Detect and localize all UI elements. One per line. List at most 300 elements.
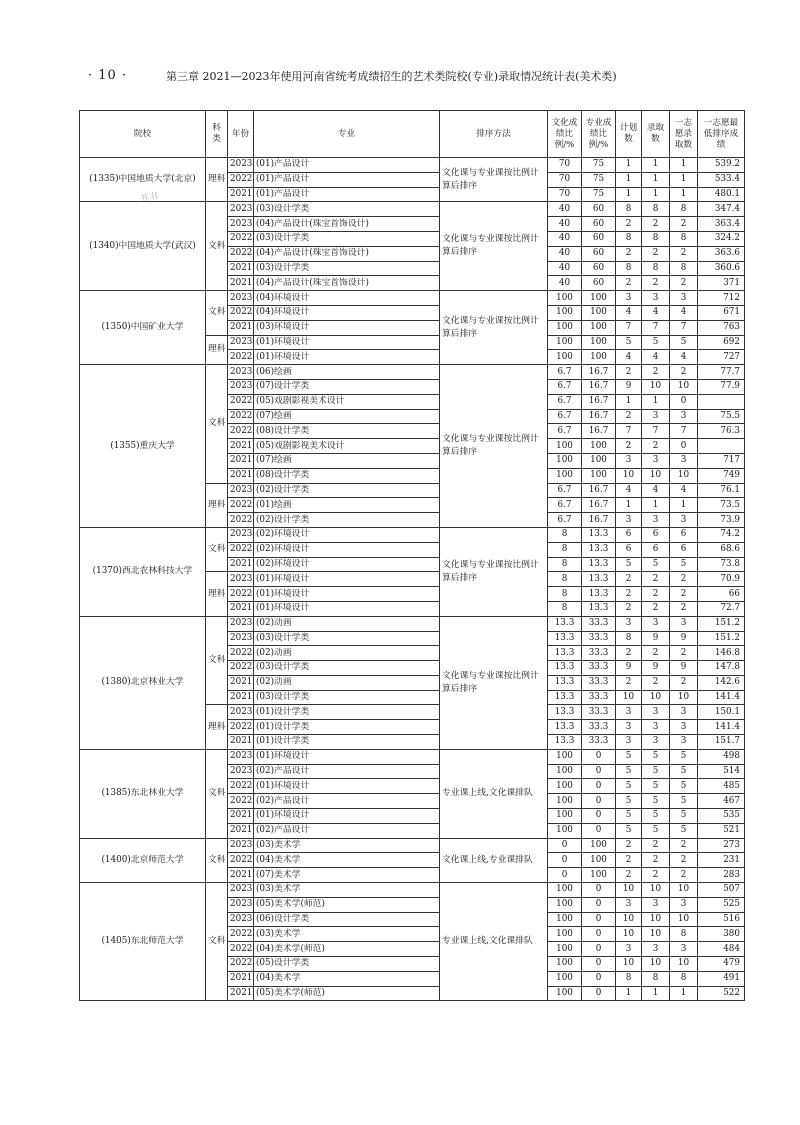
min-rank-score: 273 — [698, 838, 745, 853]
min-rank-score: 485 — [698, 779, 745, 794]
culture-ratio: 0 — [548, 853, 582, 868]
admitted-count: 4 — [642, 305, 670, 320]
plan-count: 1 — [616, 172, 642, 187]
col-track: 科类 — [206, 111, 228, 158]
year: 2023 — [228, 764, 254, 779]
track: 理科 — [206, 572, 228, 616]
first-choice-count: 5 — [670, 779, 698, 794]
plan-count: 2 — [616, 439, 642, 454]
track: 理科 — [206, 335, 228, 365]
major: (02)产品设计 — [254, 794, 440, 809]
plan-count: 3 — [616, 705, 642, 720]
chapter-title: 第三章 2021—2023年使用河南省统考成绩招生的艺术类院校(专业)录取情况统计表(美术类) — [166, 70, 617, 83]
min-rank-score: 749 — [698, 468, 745, 483]
sort-method: 文化课与专业课按比例计算后排序 — [440, 158, 548, 202]
pro-ratio: 60 — [582, 231, 616, 246]
major: (03)美术学 — [254, 883, 440, 898]
admitted-count: 1 — [642, 986, 670, 1001]
major: (04)美术学 — [254, 853, 440, 868]
year: 2023 — [228, 883, 254, 898]
admitted-count: 3 — [642, 453, 670, 468]
major: (01)产品设计 — [254, 158, 440, 173]
admitted-count: 1 — [642, 187, 670, 202]
year: 2022 — [228, 409, 254, 424]
pro-ratio: 33.3 — [582, 616, 616, 631]
min-rank-score: 283 — [698, 868, 745, 883]
min-rank-score: 516 — [698, 912, 745, 927]
plan-count: 2 — [616, 601, 642, 616]
admitted-count: 8 — [642, 202, 670, 217]
plan-count: 10 — [616, 468, 642, 483]
plan-count: 10 — [616, 927, 642, 942]
table-row — [80, 158, 745, 173]
year: 2023 — [228, 631, 254, 646]
first-choice-count: 6 — [670, 542, 698, 557]
year: 2021 — [228, 601, 254, 616]
culture-ratio: 100 — [548, 749, 582, 764]
pro-ratio: 33.3 — [582, 646, 616, 661]
culture-ratio: 40 — [548, 202, 582, 217]
culture-ratio: 100 — [548, 291, 582, 306]
admitted-count: 3 — [642, 616, 670, 631]
plan-count: 2 — [616, 675, 642, 690]
first-choice-count: 1 — [670, 172, 698, 187]
major: (03)环境设计 — [254, 320, 440, 335]
table-row — [80, 291, 745, 306]
min-rank-score: 146.8 — [698, 646, 745, 661]
track: 文科 — [206, 527, 228, 571]
school-name: (1370)西北农林科技大学 — [80, 527, 206, 616]
plan-count: 5 — [616, 823, 642, 838]
min-rank-score: 150.1 — [698, 705, 745, 720]
plan-count: 9 — [616, 379, 642, 394]
major: (02)动画 — [254, 616, 440, 631]
admitted-count: 2 — [642, 572, 670, 587]
culture-ratio: 100 — [548, 439, 582, 454]
first-choice-count: 3 — [670, 453, 698, 468]
admitted-count: 2 — [642, 439, 670, 454]
pro-ratio: 0 — [582, 912, 616, 927]
admitted-count: 2 — [642, 587, 670, 602]
culture-ratio: 100 — [548, 912, 582, 927]
year: 2022 — [228, 720, 254, 735]
admitted-count: 4 — [642, 483, 670, 498]
track: 文科 — [206, 365, 228, 483]
plan-count: 6 — [616, 527, 642, 542]
culture-ratio: 0 — [548, 868, 582, 883]
min-rank-score: 141.4 — [698, 690, 745, 705]
year: 2022 — [228, 646, 254, 661]
plan-count: 3 — [616, 720, 642, 735]
pro-ratio: 0 — [582, 823, 616, 838]
sort-method: 文化课上线,专业课排队 — [440, 838, 548, 882]
pro-ratio: 16.7 — [582, 513, 616, 528]
plan-count: 8 — [616, 631, 642, 646]
plan-count: 2 — [616, 587, 642, 602]
culture-ratio: 70 — [548, 187, 582, 202]
culture-ratio: 13.3 — [548, 705, 582, 720]
pro-ratio: 16.7 — [582, 424, 616, 439]
admitted-count: 3 — [642, 942, 670, 957]
culture-ratio: 100 — [548, 350, 582, 365]
major: (01)环境设计 — [254, 572, 440, 587]
first-choice-count: 10 — [670, 690, 698, 705]
year: 2021 — [228, 868, 254, 883]
culture-ratio: 8 — [548, 572, 582, 587]
plan-count: 1 — [616, 986, 642, 1001]
major: (04)产品设计(珠宝首饰设计) — [254, 246, 440, 261]
major: (01)环境设计 — [254, 335, 440, 350]
first-choice-count: 8 — [670, 971, 698, 986]
track: 理科 — [206, 483, 228, 527]
plan-count: 8 — [616, 261, 642, 276]
culture-ratio: 100 — [548, 453, 582, 468]
track: 文科 — [206, 616, 228, 705]
year: 2023 — [228, 572, 254, 587]
admitted-count: 9 — [642, 631, 670, 646]
first-choice-count: 5 — [670, 557, 698, 572]
admitted-count: 3 — [642, 735, 670, 750]
year: 2022 — [228, 587, 254, 602]
plan-count: 7 — [616, 424, 642, 439]
min-rank-score — [698, 439, 745, 454]
admitted-count: 7 — [642, 424, 670, 439]
min-rank-score: 727 — [698, 350, 745, 365]
year: 2022 — [228, 231, 254, 246]
plan-count: 6 — [616, 542, 642, 557]
major: (04)产品设计(珠宝首饰设计) — [254, 276, 440, 291]
min-rank-score: 533.4 — [698, 172, 745, 187]
first-choice-count: 3 — [670, 409, 698, 424]
admitted-count: 7 — [642, 320, 670, 335]
page-number: · 10 · — [88, 68, 128, 83]
sort-method: 文化课与专业课按比例计算后排序 — [440, 365, 548, 528]
major: (07)绘画 — [254, 453, 440, 468]
plan-count: 5 — [616, 557, 642, 572]
first-choice-count: 2 — [670, 246, 698, 261]
year: 2023 — [228, 291, 254, 306]
culture-ratio: 0 — [548, 838, 582, 853]
pro-ratio: 16.7 — [582, 365, 616, 380]
page-header — [88, 66, 748, 88]
min-rank-score: 522 — [698, 986, 745, 1001]
first-choice-count: 5 — [670, 764, 698, 779]
first-choice-count: 0 — [670, 394, 698, 409]
admitted-count: 4 — [642, 350, 670, 365]
first-choice-count: 2 — [670, 217, 698, 232]
plan-count: 8 — [616, 202, 642, 217]
min-rank-score: 380 — [698, 927, 745, 942]
culture-ratio: 40 — [548, 261, 582, 276]
first-choice-count: 5 — [670, 335, 698, 350]
culture-ratio: 100 — [548, 942, 582, 957]
year: 2023 — [228, 897, 254, 912]
min-rank-score: 141.4 — [698, 720, 745, 735]
min-rank-score: 72.7 — [698, 601, 745, 616]
plan-count: 5 — [616, 779, 642, 794]
culture-ratio: 100 — [548, 986, 582, 1001]
year: 2022 — [228, 794, 254, 809]
admitted-count: 10 — [642, 690, 670, 705]
school-name: (1400)北京师范大学 — [80, 838, 206, 882]
table-row — [80, 616, 745, 631]
culture-ratio: 6.7 — [548, 483, 582, 498]
culture-ratio: 100 — [548, 809, 582, 824]
culture-ratio: 100 — [548, 823, 582, 838]
admitted-count: 10 — [642, 468, 670, 483]
major: (03)设计学类 — [254, 690, 440, 705]
min-rank-score: 717 — [698, 453, 745, 468]
first-choice-count: 2 — [670, 675, 698, 690]
plan-count: 5 — [616, 764, 642, 779]
year: 2022 — [228, 498, 254, 513]
pro-ratio: 0 — [582, 897, 616, 912]
culture-ratio: 8 — [548, 542, 582, 557]
col-school: 院校 — [80, 111, 206, 158]
pro-ratio: 0 — [582, 986, 616, 1001]
watermark: 井书 — [139, 191, 159, 205]
plan-count: 3 — [616, 897, 642, 912]
admitted-count: 6 — [642, 527, 670, 542]
table-row — [80, 749, 745, 764]
admitted-count: 1 — [642, 394, 670, 409]
track: 理科 — [206, 158, 228, 202]
year: 2022 — [228, 779, 254, 794]
culture-ratio: 13.3 — [548, 631, 582, 646]
year: 2023 — [228, 705, 254, 720]
year: 2021 — [228, 453, 254, 468]
admitted-count: 3 — [642, 291, 670, 306]
culture-ratio: 13.3 — [548, 735, 582, 750]
plan-count: 2 — [616, 276, 642, 291]
admitted-count: 2 — [642, 276, 670, 291]
first-choice-count: 4 — [670, 305, 698, 320]
culture-ratio: 100 — [548, 883, 582, 898]
year: 2021 — [228, 276, 254, 291]
major: (01)产品设计 — [254, 172, 440, 187]
admitted-count: 3 — [642, 705, 670, 720]
pro-ratio: 33.3 — [582, 705, 616, 720]
min-rank-score: 521 — [698, 823, 745, 838]
header-row — [80, 111, 745, 158]
pro-ratio: 33.3 — [582, 675, 616, 690]
culture-ratio: 70 — [548, 158, 582, 173]
pro-ratio: 33.3 — [582, 735, 616, 750]
first-choice-count: 10 — [670, 379, 698, 394]
admitted-count: 5 — [642, 809, 670, 824]
table-row — [80, 883, 745, 898]
year: 2023 — [228, 838, 254, 853]
first-choice-count: 3 — [670, 513, 698, 528]
min-rank-score: 491 — [698, 971, 745, 986]
major: (01)绘画 — [254, 498, 440, 513]
year: 2022 — [228, 350, 254, 365]
first-choice-count: 3 — [670, 291, 698, 306]
min-rank-score: 479 — [698, 957, 745, 972]
col-admitted: 录取数 — [642, 111, 670, 158]
major: (05)美术学(师范) — [254, 986, 440, 1001]
admitted-count: 2 — [642, 853, 670, 868]
culture-ratio: 8 — [548, 587, 582, 602]
col-first-choice: 一志愿录取数 — [670, 111, 698, 158]
year: 2023 — [228, 217, 254, 232]
pro-ratio: 100 — [582, 468, 616, 483]
plan-count: 5 — [616, 749, 642, 764]
major: (01)设计学类 — [254, 735, 440, 750]
first-choice-count: 1 — [670, 187, 698, 202]
first-choice-count: 4 — [670, 350, 698, 365]
admitted-count: 2 — [642, 675, 670, 690]
plan-count: 7 — [616, 320, 642, 335]
plan-count: 10 — [616, 883, 642, 898]
major: (02)环境设计 — [254, 542, 440, 557]
major: (05)美术学(师范) — [254, 897, 440, 912]
plan-count: 10 — [616, 912, 642, 927]
pro-ratio: 75 — [582, 187, 616, 202]
first-choice-count: 5 — [670, 749, 698, 764]
admitted-count: 2 — [642, 365, 670, 380]
admitted-count: 8 — [642, 971, 670, 986]
admitted-count: 1 — [642, 172, 670, 187]
year: 2023 — [228, 483, 254, 498]
pro-ratio: 33.3 — [582, 690, 616, 705]
min-rank-score: 142.6 — [698, 675, 745, 690]
track: 文科 — [206, 838, 228, 882]
plan-count: 5 — [616, 335, 642, 350]
pro-ratio: 60 — [582, 261, 616, 276]
major: (07)绘画 — [254, 409, 440, 424]
first-choice-count: 8 — [670, 261, 698, 276]
year: 2023 — [228, 158, 254, 173]
culture-ratio: 6.7 — [548, 365, 582, 380]
plan-count: 3 — [616, 453, 642, 468]
col-culture-ratio: 文化成绩比例/% — [548, 111, 582, 158]
culture-ratio: 13.3 — [548, 690, 582, 705]
admitted-count: 3 — [642, 513, 670, 528]
first-choice-count: 1 — [670, 986, 698, 1001]
min-rank-score: 535 — [698, 809, 745, 824]
major: (07)美术学 — [254, 868, 440, 883]
pro-ratio: 100 — [582, 453, 616, 468]
first-choice-count: 2 — [670, 276, 698, 291]
school-name: (1385)东北林业大学 — [80, 749, 206, 838]
plan-count: 2 — [616, 853, 642, 868]
first-choice-count: 2 — [670, 853, 698, 868]
admitted-count: 10 — [642, 912, 670, 927]
first-choice-count: 9 — [670, 661, 698, 676]
plan-count: 3 — [616, 616, 642, 631]
first-choice-count: 2 — [670, 868, 698, 883]
culture-ratio: 13.3 — [548, 661, 582, 676]
culture-ratio: 100 — [548, 971, 582, 986]
plan-count: 5 — [616, 809, 642, 824]
first-choice-count: 3 — [670, 942, 698, 957]
pro-ratio: 60 — [582, 217, 616, 232]
pro-ratio: 16.7 — [582, 409, 616, 424]
year: 2023 — [228, 616, 254, 631]
culture-ratio: 8 — [548, 527, 582, 542]
min-rank-score: 539.2 — [698, 158, 745, 173]
culture-ratio: 6.7 — [548, 498, 582, 513]
major: (03)美术学 — [254, 927, 440, 942]
year: 2023 — [228, 365, 254, 380]
first-choice-count: 2 — [670, 572, 698, 587]
major: (02)环境设计 — [254, 557, 440, 572]
major: (06)绘画 — [254, 365, 440, 380]
min-rank-score: 360.6 — [698, 261, 745, 276]
pro-ratio: 0 — [582, 971, 616, 986]
pro-ratio: 33.3 — [582, 661, 616, 676]
min-rank-score: 147.8 — [698, 661, 745, 676]
major: (05)戏剧影视美术设计 — [254, 394, 440, 409]
first-choice-count: 0 — [670, 439, 698, 454]
table-row — [80, 838, 745, 853]
min-rank-score: 347.4 — [698, 202, 745, 217]
first-choice-count: 7 — [670, 424, 698, 439]
school-name: (1380)北京林业大学 — [80, 616, 206, 749]
pro-ratio: 60 — [582, 246, 616, 261]
pro-ratio: 75 — [582, 172, 616, 187]
table-body — [80, 158, 745, 1001]
year: 2022 — [228, 661, 254, 676]
plan-count: 2 — [616, 838, 642, 853]
min-rank-score: 73.9 — [698, 513, 745, 528]
year: 2023 — [228, 335, 254, 350]
school-name: (1340)中国地质大学(武汉) — [80, 202, 206, 291]
sort-method: 专业课上线,文化课排队 — [440, 749, 548, 838]
pro-ratio: 60 — [582, 276, 616, 291]
col-pro-ratio: 专业成绩比例/% — [582, 111, 616, 158]
culture-ratio: 6.7 — [548, 513, 582, 528]
plan-count: 2 — [616, 868, 642, 883]
plan-count: 8 — [616, 971, 642, 986]
year: 2022 — [228, 957, 254, 972]
year: 2021 — [228, 320, 254, 335]
plan-count: 10 — [616, 957, 642, 972]
major: (06)设计学类 — [254, 912, 440, 927]
plan-count: 8 — [616, 231, 642, 246]
admitted-count: 9 — [642, 661, 670, 676]
min-rank-score: 151.2 — [698, 616, 745, 631]
year: 2022 — [228, 246, 254, 261]
major: (01)设计学类 — [254, 720, 440, 735]
year: 2021 — [228, 823, 254, 838]
admitted-count: 1 — [642, 498, 670, 513]
first-choice-count: 3 — [670, 897, 698, 912]
first-choice-count: 4 — [670, 483, 698, 498]
culture-ratio: 40 — [548, 276, 582, 291]
first-choice-count: 2 — [670, 646, 698, 661]
admitted-count: 10 — [642, 883, 670, 898]
culture-ratio: 100 — [548, 468, 582, 483]
plan-count: 3 — [616, 942, 642, 957]
culture-ratio: 6.7 — [548, 394, 582, 409]
first-choice-count: 8 — [670, 202, 698, 217]
first-choice-count: 3 — [670, 720, 698, 735]
pro-ratio: 0 — [582, 779, 616, 794]
major: (01)产品设计 — [254, 187, 440, 202]
pro-ratio: 33.3 — [582, 720, 616, 735]
col-min-rank: 一志愿最低排序成绩 — [698, 111, 745, 158]
school-name: (1350)中国矿业大学 — [80, 291, 206, 365]
pro-ratio: 75 — [582, 158, 616, 173]
plan-count: 4 — [616, 350, 642, 365]
table-row — [80, 202, 745, 217]
admitted-count: 5 — [642, 794, 670, 809]
first-choice-count: 3 — [670, 735, 698, 750]
major: (05)设计学类 — [254, 957, 440, 972]
min-rank-score: 525 — [698, 897, 745, 912]
